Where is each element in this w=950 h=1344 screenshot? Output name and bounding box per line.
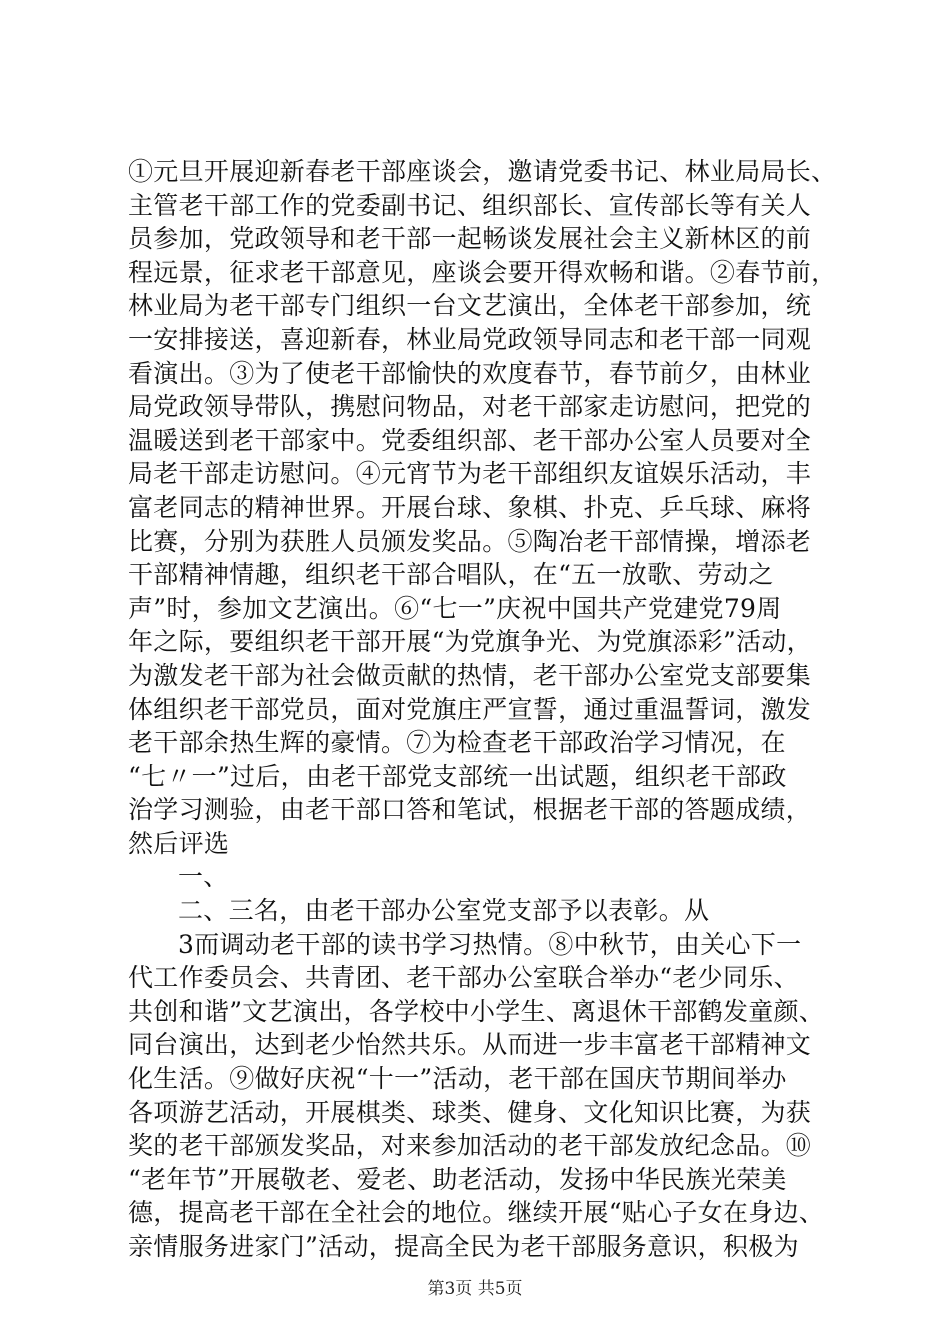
text-line: 年之际，要组织老干部开展“为党旗争光、为党旗添彩”活动， — [128, 627, 812, 657]
text-line: 富老同志的精神世界。开展台球、象棋、扑克、乒乓球、麻将 — [128, 492, 812, 522]
text-line: 员参加，党政领导和老干部一起畅谈发展社会主义新林区的前 — [128, 224, 812, 254]
indented-line: 3而调动老干部的读书学习热情。⑧中秋节，由关心下一 — [178, 929, 802, 959]
text-line: “老年节”开展敬老、爱老、助老活动，发扬中华民族光荣美 — [128, 1164, 787, 1194]
text-line: 各项游艺活动，开展棋类、球类、健身、文化知识比赛，为获 — [128, 1097, 812, 1127]
text-line: 体组织老干部党员，面对党旗庄严宣誓，通过重温誓词，激发 — [128, 694, 812, 724]
text-line: 然后评选 — [128, 828, 230, 858]
text-line: 共创和谐”文艺演出，各学校中小学生、离退休干部鹤发童颜、 — [128, 996, 825, 1026]
body-text — [128, 155, 837, 1264]
text-line: 比赛，分别为获胜人员颁发奖品。⑤陶冶老干部情操，增添老 — [128, 526, 812, 556]
page-number-label: 第3页 共5页 — [427, 1279, 523, 1299]
text-line: 林业局为老干部专门组织一台文艺演出，全体老干部参加，统 — [128, 291, 812, 321]
indented-line: 二、三名，由老干部办公室党支部予以表彰。从 — [178, 896, 710, 926]
text-line: 奖的老干部颁发奖品，对来参加活动的老干部发放纪念品。⑩ — [128, 1131, 812, 1161]
text-line: 干部精神情趣，组织老干部合唱队，在“五一放歌、劳动之 — [128, 560, 774, 590]
text-line: 亲情服务进家门”活动，提高全民为老干部服务意识，积极为 — [128, 1232, 799, 1261]
text-line: 温暖送到老干部家中。党委组织部、老干部办公室人员要对全 — [128, 425, 812, 455]
page-footer — [0, 1274, 950, 1299]
text-line: ①元旦开展迎新春老干部座谈会，邀请党委书记、林业局局长、 — [128, 157, 837, 186]
text-line: 老干部余热生辉的豪情。⑦为检查老干部政治学习情况，在 — [128, 728, 786, 758]
text-line: 德，提高老干部在全社会的地位。继续开展“贴心子女在身边、 — [128, 1198, 825, 1228]
text-line: 为激发老干部为社会做贡献的热情，老干部办公室党支部要集 — [128, 660, 812, 690]
text-line: 代工作委员会、共青团、老干部办公室联合举办“老少同乐、 — [128, 963, 799, 993]
text-line: 一安排接送，喜迎新春，林业局党政领导同志和老干部一同观 — [128, 324, 812, 354]
text-line: 主管老干部工作的党委副书记、组织部长、宣传部长等有关人 — [128, 190, 812, 220]
text-line: 声”时，参加文艺演出。⑥“七一”庆祝中国共产党建党79周 — [128, 593, 782, 623]
text-line: 化生活。⑨做好庆祝“十一”活动，老干部在国庆节期间举办 — [128, 1064, 787, 1094]
text-line: “七〃一”过后，由老干部党支部统一出试题，组织老干部政 — [128, 761, 787, 791]
text-line: 同台演出，达到老少怡然共乐。从而进一步丰富老干部精神文 — [128, 1030, 812, 1060]
text-line: 局党政领导带队，携慰问物品，对老干部家走访慰问，把党的 — [128, 392, 812, 422]
text-line: 看演出。③为了使老干部愉快的欢度春节，春节前夕，由林业 — [128, 358, 812, 388]
text-line: 局老干部走访慰问。④元宵节为老干部组织友谊娱乐活动，丰 — [128, 459, 812, 489]
text-line: 程远景，征求老干部意见，座谈会要开得欢畅和谐。②春节前， — [128, 257, 837, 287]
indented-line: 一、 — [178, 862, 229, 892]
text-line: 治学习测验，由老干部口答和笔试，根据老干部的答题成绩， — [128, 795, 812, 825]
